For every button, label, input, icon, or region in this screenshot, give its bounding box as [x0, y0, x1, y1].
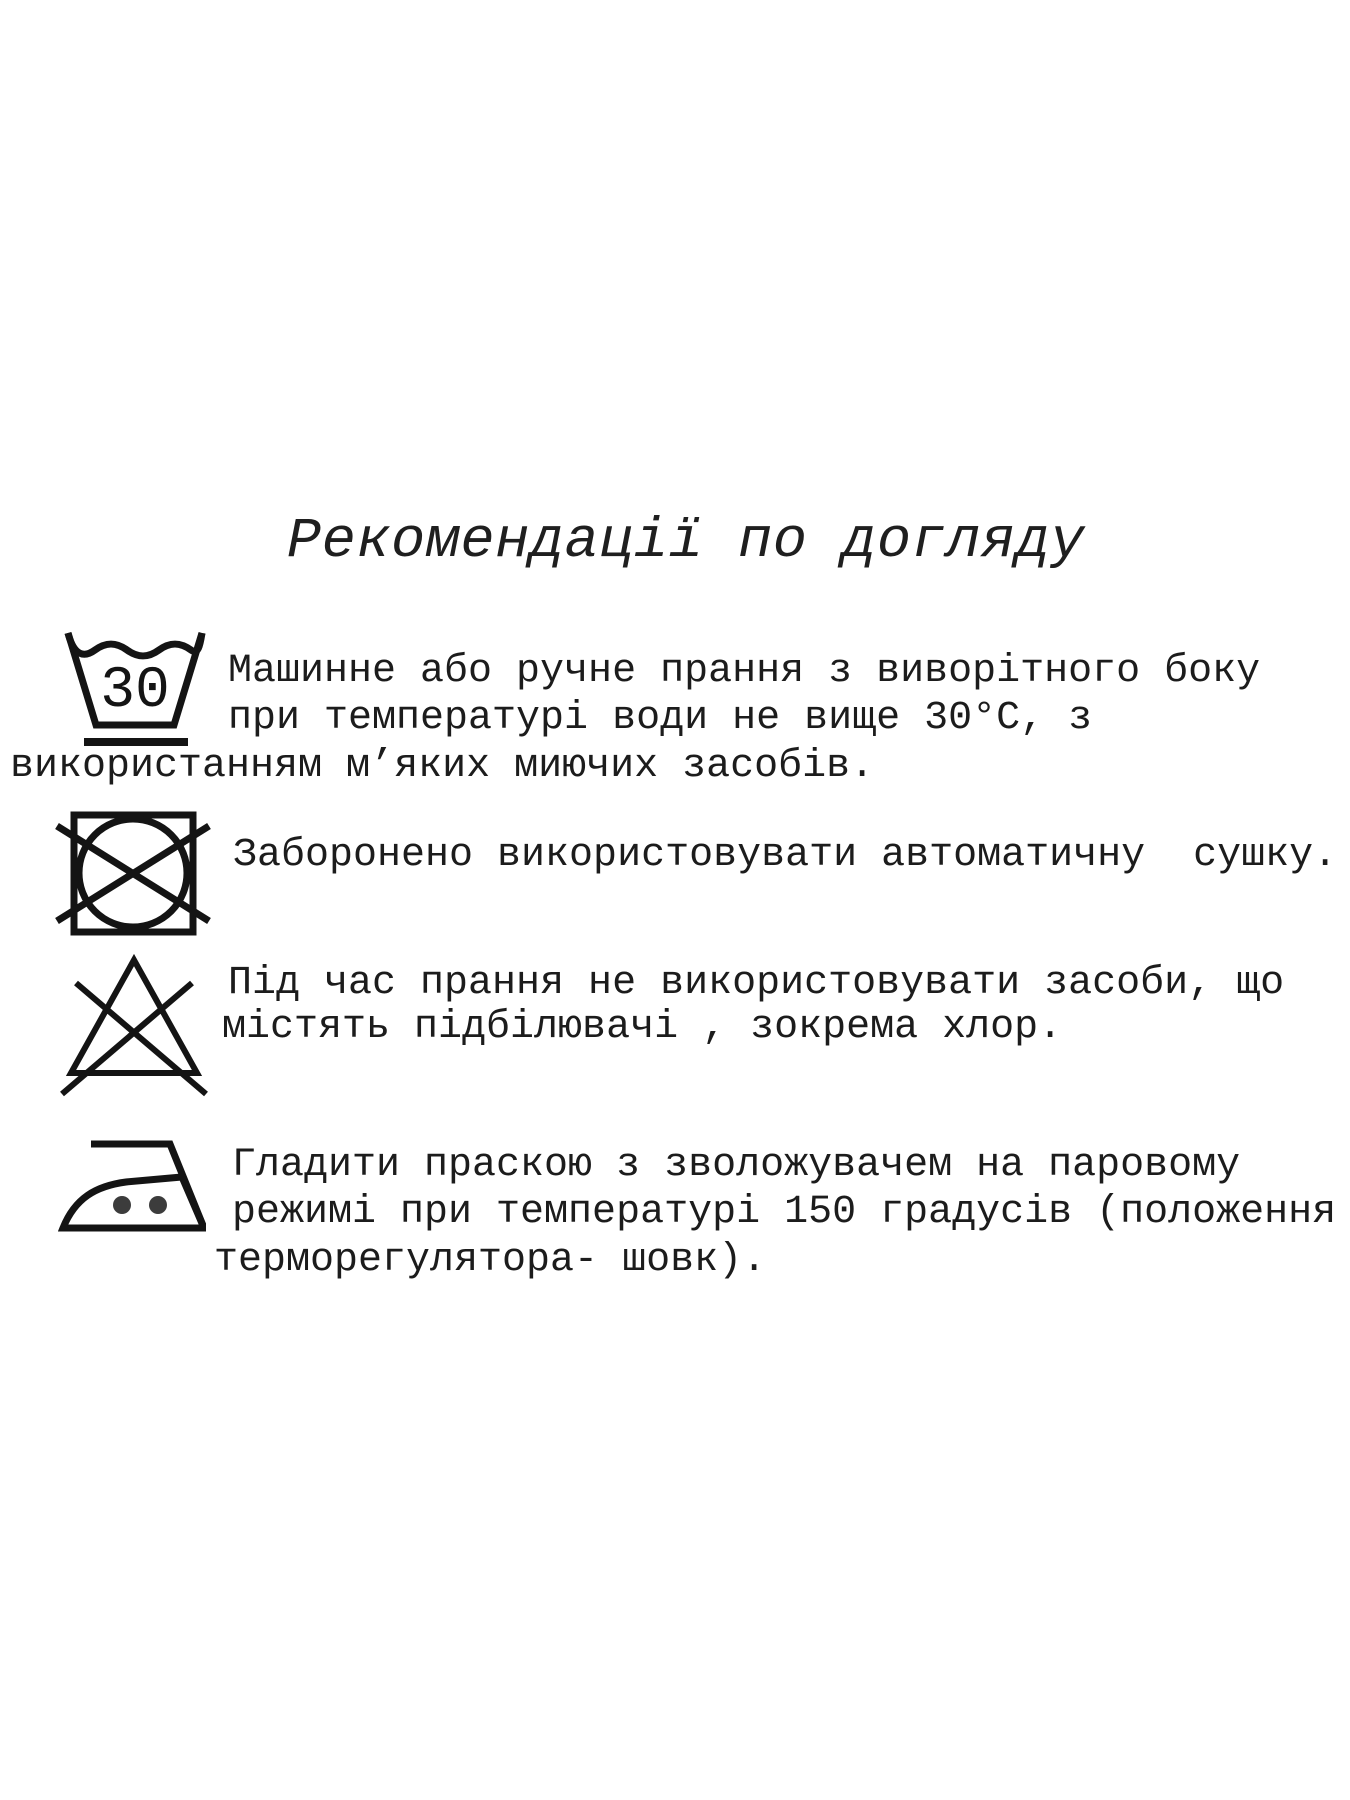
tumble-dry-instruction-line-1: Заборонено використовувати автоматичну сушку. — [233, 833, 1338, 878]
wash-temperature-label: 30 — [100, 659, 170, 724]
machine-wash-30-icon — [55, 628, 213, 750]
wash-instruction-line-3: використанням м’яких миючих засобів. — [10, 744, 875, 789]
iron-two-dots-icon — [58, 1136, 206, 1236]
do-not-tumble-dry-icon — [52, 808, 214, 938]
page-title: Рекомендації по догляду — [286, 510, 1086, 574]
do-not-bleach-icon — [58, 953, 210, 1098]
iron-instruction-line-1: Гладити праскою з зволожувачем на паровому — [232, 1143, 1241, 1188]
wash-instruction-line-2: при температурі води не вище 30°С, з — [228, 696, 1093, 741]
bleach-instruction-line-1: Під час прання не використовувати засоби, що — [228, 961, 1285, 1006]
wash-instruction-line-1: Машинне або ручне прання з виворітного боку — [228, 649, 1261, 694]
bleach-instruction-line-2: містять підбілювачі , зокрема хлор. — [222, 1005, 1063, 1050]
iron-instruction-line-2: режимі при температурі 150 градусів (положення — [232, 1190, 1337, 1235]
iron-instruction-line-3: терморегулятора- шовк). — [214, 1238, 767, 1283]
